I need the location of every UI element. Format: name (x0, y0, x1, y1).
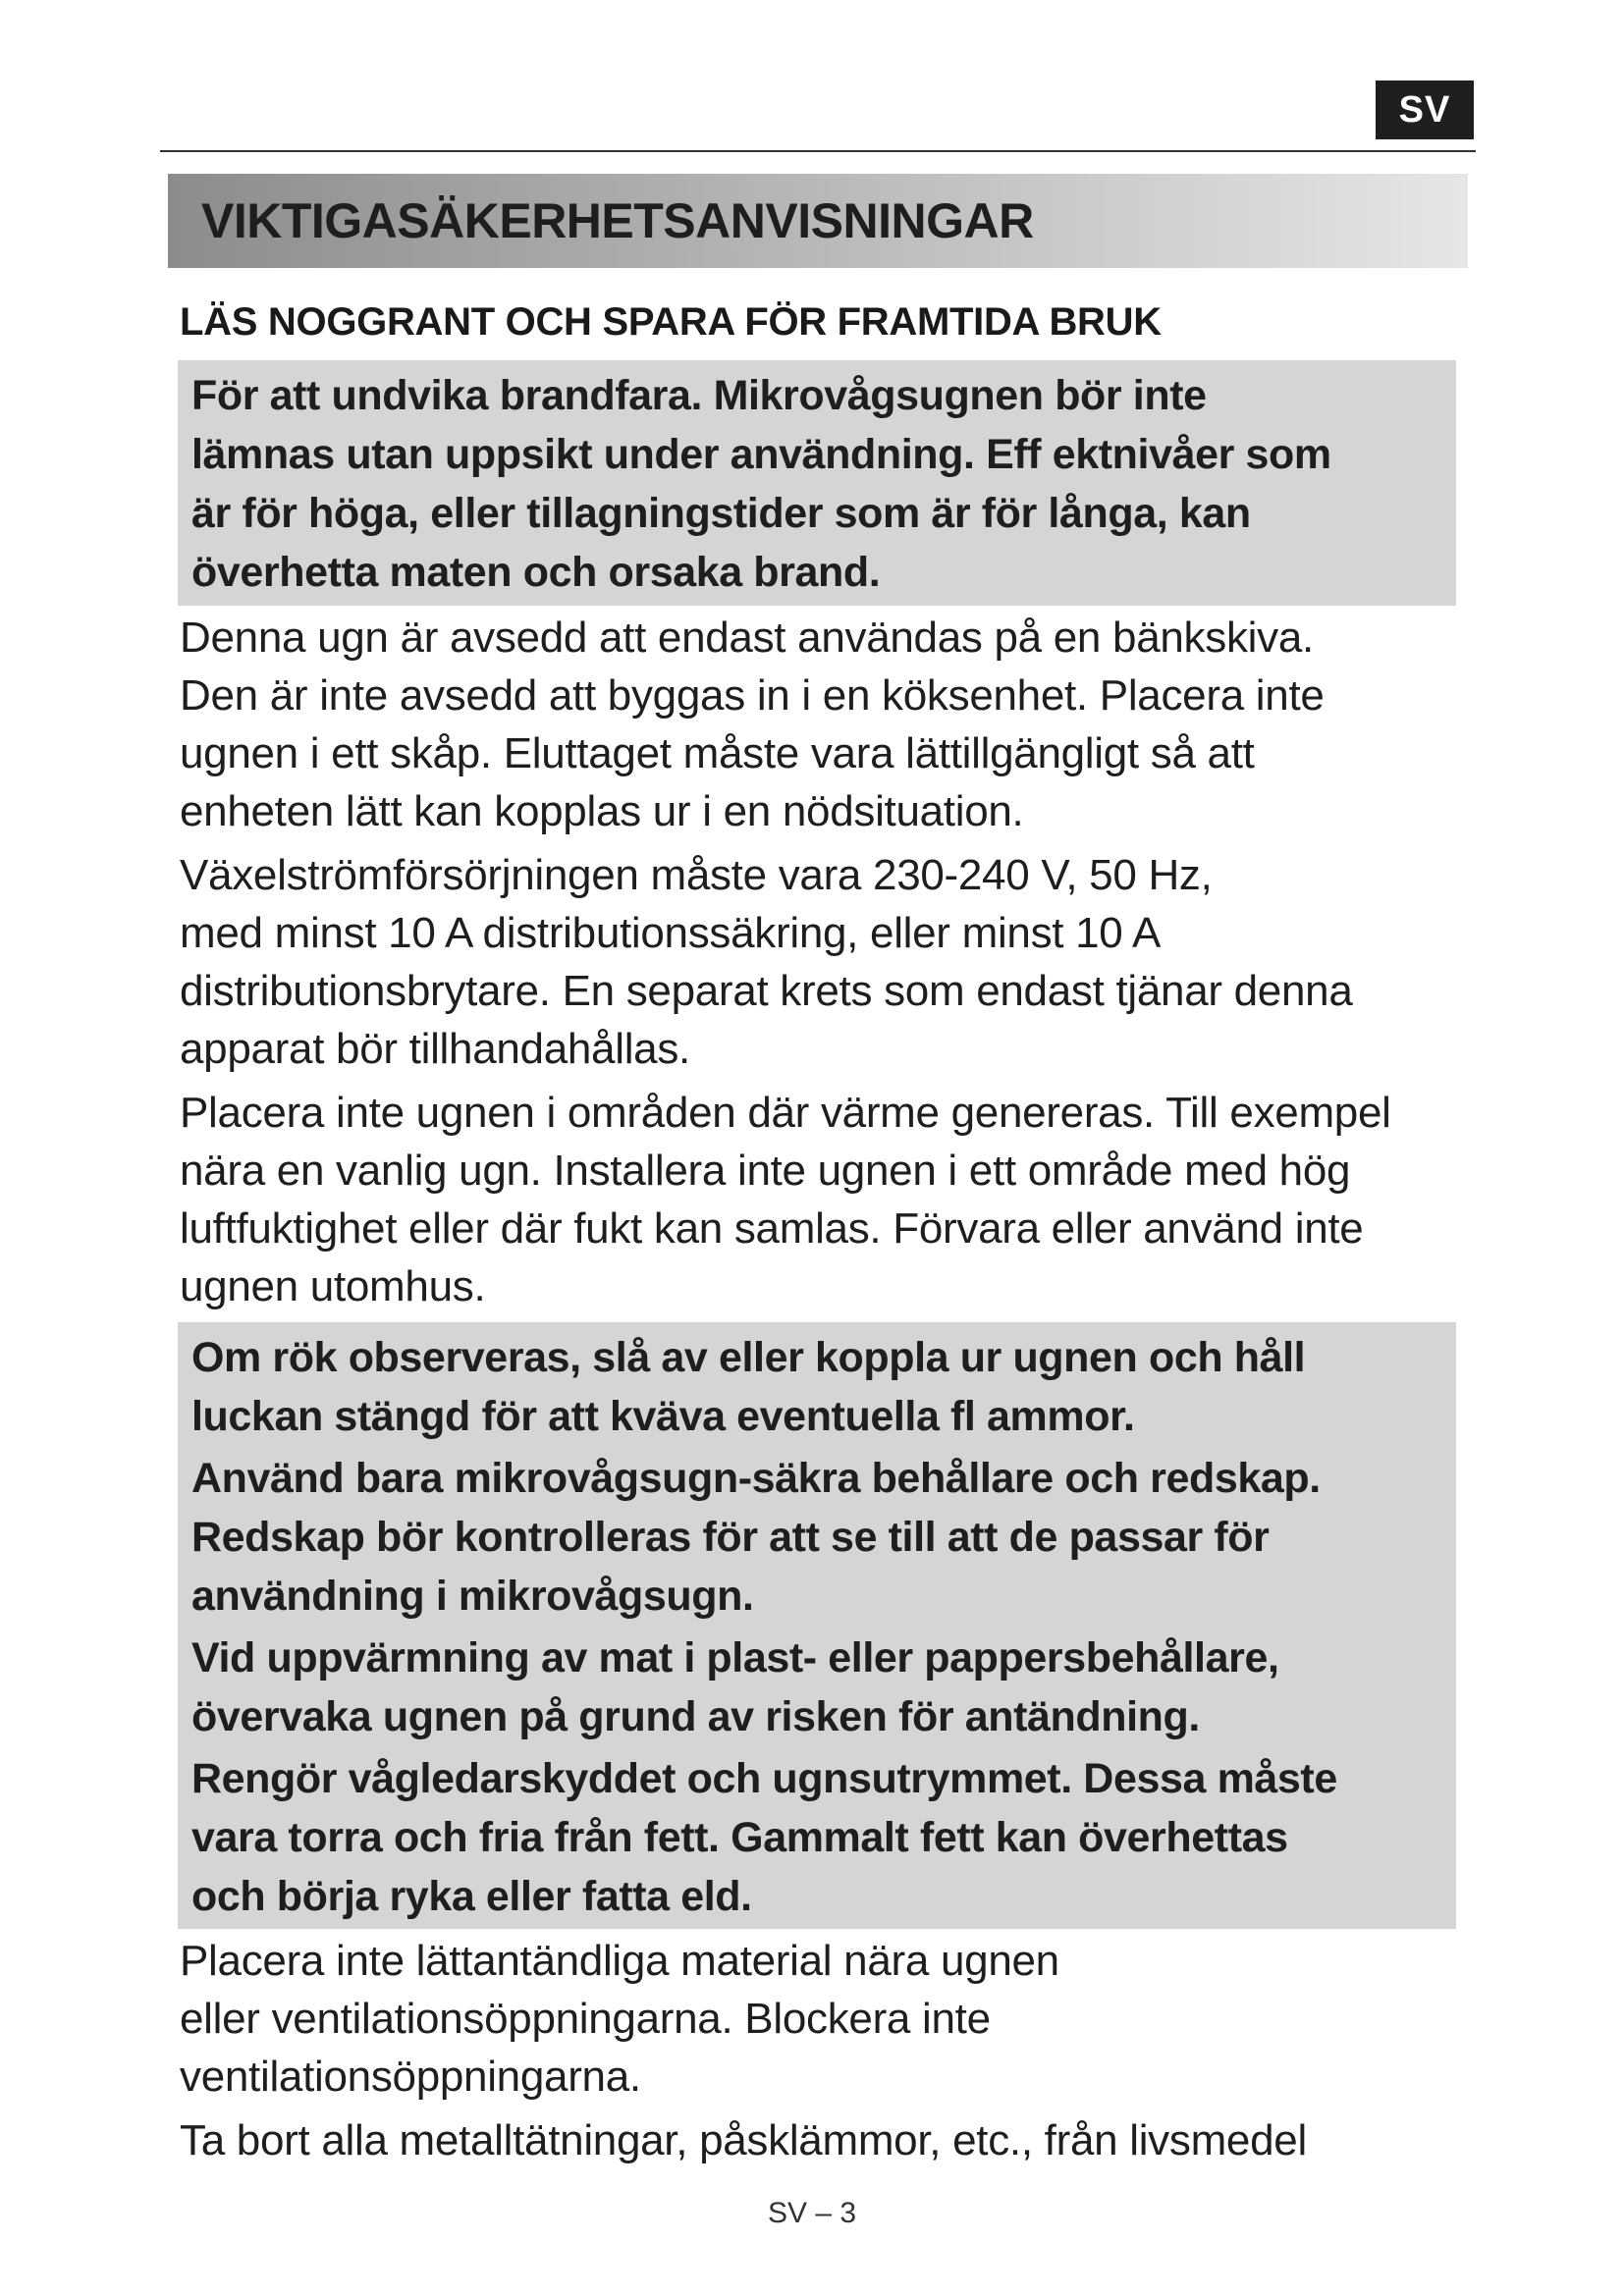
text-line: eller ventilationsöppningarna. Blockera inte (180, 1995, 991, 2043)
text-line: ugnen i ett skåp. Eluttaget måste vara lättillgängligt så att (180, 729, 1255, 777)
text-line: nära en vanlig ugn. Installera inte ugnen i ett område med hög (180, 1147, 1351, 1195)
text-line: apparat bör tillhandahållas. (180, 1025, 690, 1073)
header-divider (160, 150, 1476, 152)
warning-line: Använd bara mikrovågsugn-säkra behållare och redskap. (191, 1455, 1321, 1502)
text-line: Placera inte lättantändliga material nära ugnen (180, 1937, 1059, 1985)
text-line: Växelströmförsörjningen måste vara 230-240 V, 50 Hz, (180, 851, 1213, 899)
section-subtitle: LÄS NOGGRANT OCH SPARA FÖR FRAMTIDA BRUK (180, 300, 1162, 344)
paragraph-flammable (180, 1932, 1476, 2106)
installation-instructions (180, 609, 1476, 1321)
warning-line: överhetta maten och orsaka brand. (191, 549, 881, 596)
paragraph-countertop (180, 609, 1476, 840)
language-badge: SV (1376, 80, 1474, 139)
warning-line: Redskap bör kontrolleras för att se till att de passar för (191, 1514, 1270, 1561)
text-line: Placera inte ugnen i områden där värme genereras. Till exempel (180, 1089, 1391, 1137)
warning-line: För att undvika brandfara. Mikrovågsugnen bör inte (191, 372, 1207, 419)
flammable-instructions (180, 1932, 1476, 2175)
text-line: Den är inte avsedd att byggas in i en köksenhet. Placera inte (180, 671, 1325, 720)
warning-line: lämnas utan uppsikt under användning. Eff ektnivåer som (191, 431, 1331, 478)
warning-line: övervaka ugnen på grund av risken för antändning. (191, 1693, 1200, 1740)
text-line: ventilationsöppningarna. (180, 2053, 641, 2101)
warning-line: Rengör vågledarskyddet och ugnsutrymmet. Dessa måste (191, 1755, 1337, 1802)
warning-box-smoke (178, 1322, 1456, 1929)
warning-line: användning i mikrovågsugn. (191, 1573, 754, 1620)
text-line: distributionsbrytare. En separat krets som endast tjänar denna (180, 967, 1353, 1015)
paragraph-metal-seals (180, 2111, 1476, 2169)
section-title-bar (168, 174, 1468, 268)
text-line: luftfuktighet eller där fukt kan samlas. Förvara eller använd inte (180, 1204, 1364, 1253)
text-line: Ta bort alla metalltätningar, påsklämmor, etc., från livsmedel (180, 2116, 1307, 2164)
warning-line: och börja ryka eller fatta eld. (191, 1873, 752, 1920)
warning-paragraph-cleaning (191, 1749, 1458, 1926)
warning-paragraph-containers (191, 1449, 1458, 1626)
text-line: Denna ugn är avsedd att endast användas på en bänkskiva. (180, 614, 1314, 662)
warning-box-smoke-text (191, 1328, 1458, 1929)
text-line: enheten lätt kan kopplas ur i en nödsituation. (180, 787, 1024, 835)
paragraph-power-supply (180, 846, 1476, 1078)
page-title: VIKTIGASÄKERHETSANVISNINGAR (201, 193, 1034, 248)
warning-paragraph-plastic (191, 1629, 1458, 1746)
warning-line: är för höga, eller tillagningstider som är för långa, kan (191, 490, 1251, 537)
warning-line: Om rök observeras, slå av eller koppla ur ugnen och håll (191, 1334, 1306, 1381)
text-line: ugnen utomhus. (180, 1262, 486, 1310)
warning-line: Vid uppvärmning av mat i plast- eller pappersbehållare, (191, 1634, 1279, 1682)
warning-box-fire (178, 360, 1456, 606)
paragraph-placement (180, 1084, 1476, 1315)
warning-line: vara torra och fria från fett. Gammalt fett kan överhettas (191, 1814, 1288, 1861)
warning-line: luckan stängd för att kväva eventuella fl ammor. (191, 1393, 1135, 1440)
page-number: SV – 3 (767, 2197, 857, 2229)
warning-box-fire-text (191, 366, 1458, 602)
warning-paragraph-smoke (191, 1328, 1458, 1446)
text-line: med minst 10 A distributionssäkring, eller minst 10 A (180, 909, 1162, 957)
